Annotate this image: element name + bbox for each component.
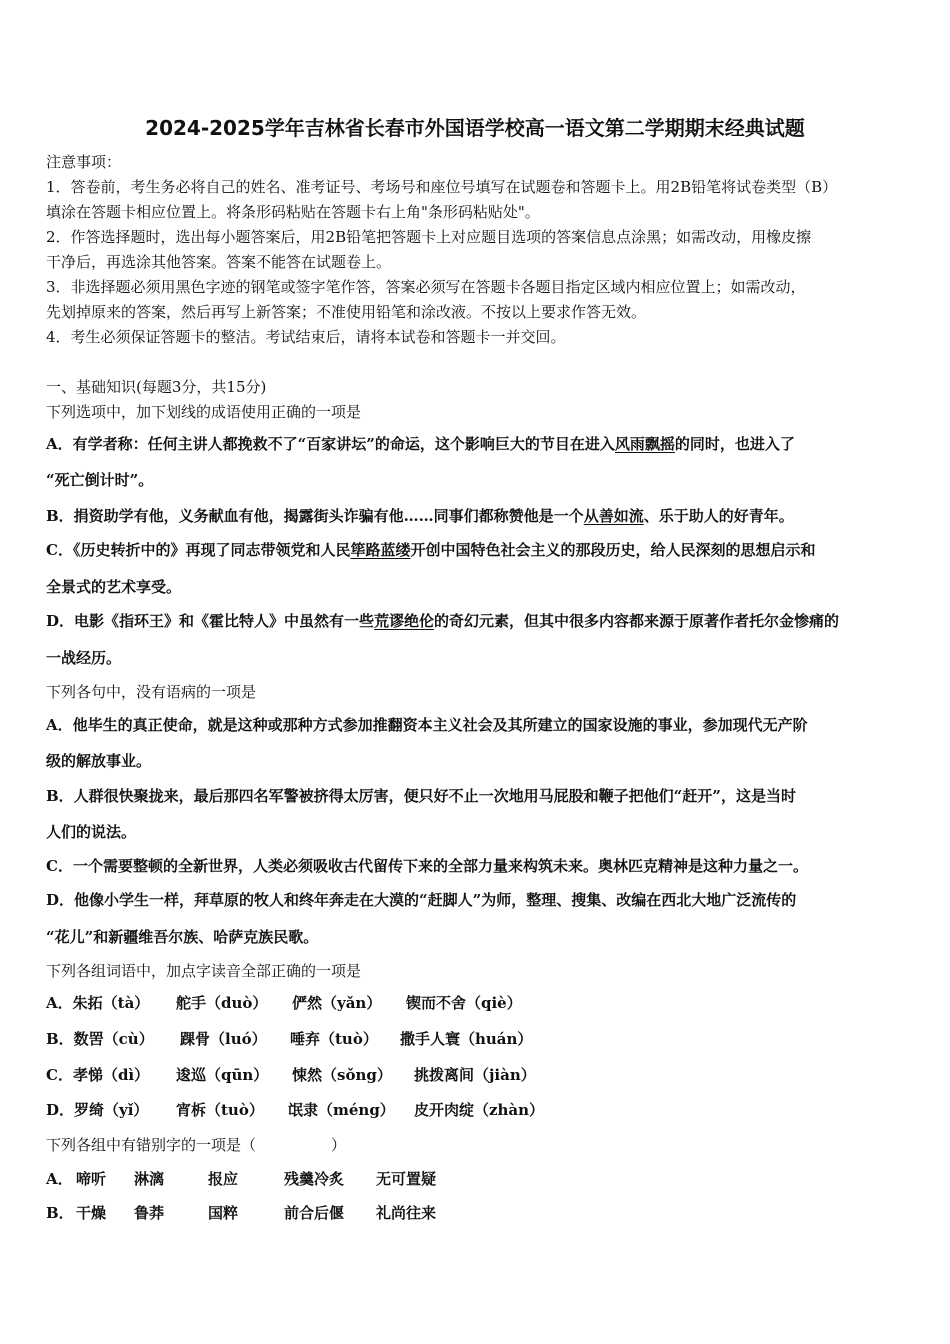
q3-b-4: 撒手人寰（huán） bbox=[400, 1030, 533, 1048]
q1-option-a-cont: “死亡倒计时”。 bbox=[46, 471, 154, 489]
q1-c-underlined: 筚路蓝缕 bbox=[350, 541, 411, 559]
notice-line-4: 干净后，再选涂其他答案。答案不能答在试题卷上。 bbox=[46, 253, 392, 271]
q4-b-3: 国粹 bbox=[208, 1204, 239, 1222]
notice-line-2: 填涂在答题卡相应位置上。将条形码粘贴在答题卡右上角"条形码粘贴处"。 bbox=[46, 203, 540, 221]
q3-b-2: 踝骨（luó） bbox=[180, 1030, 267, 1048]
notice-line-5: 3．非选择题必须用黑色字迹的钢笔或签字笔作答，答案必须写在答题卡各题目指定区域内相应位置上；如需改动， bbox=[46, 278, 806, 296]
q3-c-1: C．孝悌（dì） bbox=[46, 1066, 150, 1084]
q4-a-1: 啼听 bbox=[76, 1170, 107, 1188]
notice-line-1: 1．答卷前，考生务必将自己的姓名、准考证号、考场号和座位号填写在试题卷和答题卡上。用2B铅笔将试卷类型（B） bbox=[46, 178, 838, 196]
q3-a-1: A．朱拓（tà） bbox=[46, 994, 150, 1012]
q4-a-5: 无可置疑 bbox=[376, 1170, 437, 1188]
q1-c-text-end: 开创中国特色社会主义的那段历史，给人民深刻的思想启示和 bbox=[410, 541, 816, 559]
q3-stem: 下列各组词语中，加点字读音全部正确的一项是 bbox=[46, 962, 362, 980]
q2-option-d-cont: “花儿”和新疆维吾尔族、哈萨克族民歌。 bbox=[46, 928, 319, 946]
q4-b-2: 鲁莽 bbox=[134, 1204, 165, 1222]
notice-heading: 注意事项： bbox=[46, 153, 122, 171]
q2-option-b-cont: 人们的说法。 bbox=[46, 823, 137, 841]
q1-d-text: D．电影《指环王》和《霍比特人》中虽然有一些 bbox=[46, 612, 375, 630]
q4-a-2: 淋漓 bbox=[134, 1170, 165, 1188]
q4-a-label: A． bbox=[46, 1170, 73, 1188]
q4-stem: 下列各组中有错别字的一项是（ ） bbox=[46, 1136, 347, 1154]
notice-line-3: 2．作答选择题时，选出每小题答案后，用2B铅笔把答题卡上对应题目选项的答案信息点涂黑；如需改动，用橡皮擦 bbox=[46, 228, 812, 246]
q1-option-c-cont: 全景式的艺术享受。 bbox=[46, 578, 182, 596]
q1-option-b bbox=[46, 506, 916, 526]
section-heading: 一、基础知识(每题3分，共15分) bbox=[46, 378, 267, 396]
page-title: 2024-2025学年吉林省长春市外国语学校高一语文第二学期期末经典试题 bbox=[145, 116, 805, 140]
q1-a-text-end: 的同时，也进入了 bbox=[674, 435, 795, 453]
q1-a-underlined: 风雨飘摇 bbox=[614, 435, 675, 453]
q2-option-b: B．人群很快聚拢来，最后那四名军警被挤得太厉害，便只好不止一次地用马屁股和鞭子把他们“赶开”，这是当时 bbox=[46, 787, 796, 805]
q2-stem: 下列各句中，没有语病的一项是 bbox=[46, 683, 257, 701]
q3-b-1: B．数罟（cù） bbox=[46, 1030, 154, 1048]
q3-a-2: 舵手（duò） bbox=[176, 994, 268, 1012]
q1-b-underlined: 从善如流 bbox=[583, 507, 644, 525]
q2-option-a: A．他毕生的真正使命，就是这种或那种方式参加推翻资本主义社会及其所建立的国家设施的事业，参加现代无产阶 bbox=[46, 716, 808, 734]
q3-d-4: 皮开肉绽（zhàn） bbox=[414, 1101, 545, 1119]
q1-stem: 下列选项中，加下划线的成语使用正确的一项是 bbox=[46, 403, 362, 421]
q3-d-2: 宵柝（tuò） bbox=[176, 1101, 264, 1119]
q2-option-a-cont: 级的解放事业。 bbox=[46, 752, 152, 770]
q1-d-text-end: 的奇幻元素，但其中很多内容都来源于原著作者托尔金惨痛的 bbox=[434, 612, 840, 630]
q2-option-c: C．一个需要整顿的全新世界，人类必须吸收古代留传下来的全部力量来构筑未来。奥林匹克精神是这种力量之一。 bbox=[46, 857, 808, 875]
q3-c-3: 悚然（sǒng） bbox=[292, 1066, 392, 1084]
q1-d-underlined: 荒谬绝伦 bbox=[374, 612, 435, 630]
q4-a-3: 报应 bbox=[208, 1170, 239, 1188]
q3-c-4: 挑拨离间（jiàn） bbox=[414, 1066, 536, 1084]
q1-option-d-cont: 一战经历。 bbox=[46, 649, 122, 667]
q4-b-5: 礼尚往来 bbox=[376, 1204, 437, 1222]
q4-b-1: 干燥 bbox=[76, 1204, 107, 1222]
notice-line-6: 先划掉原来的答案，然后再写上新答案；不准使用铅笔和涂改液。不按以上要求作答无效。 bbox=[46, 303, 647, 321]
q2-option-d: D．他像小学生一样，拜草原的牧人和终年奔走在大漠的“赶脚人”为师，整理、搜集、改编在西北大地广泛流传的 bbox=[46, 891, 797, 909]
q3-d-1: D．罗绮（yǐ） bbox=[46, 1101, 149, 1119]
q3-d-3: 氓隶（méng） bbox=[288, 1101, 395, 1119]
q4-b-label: B． bbox=[46, 1204, 74, 1222]
q3-a-4: 锲而不舍（qiè） bbox=[406, 994, 522, 1012]
q4-a-4: 残羹冷炙 bbox=[284, 1170, 345, 1188]
q1-option-c bbox=[46, 540, 916, 560]
q1-option-a bbox=[46, 434, 916, 454]
q1-c-text: C．《历史转折中的》再现了同志带领党和人民 bbox=[46, 541, 351, 559]
q1-b-text-end: 、乐于助人的好青年。 bbox=[643, 507, 794, 525]
q1-b-text: B．捐资助学有他，义务献血有他，揭露街头诈骗有他……同事们都称赞他是一个 bbox=[46, 507, 584, 525]
q1-option-d bbox=[46, 611, 916, 631]
q1-a-text: A．有学者称：任何主讲人都挽救不了“百家讲坛”的命运，这个影响巨大的节目在进入 bbox=[46, 435, 615, 453]
q3-b-3: 唾弃（tuò） bbox=[290, 1030, 378, 1048]
q3-a-3: 俨然（yǎn） bbox=[292, 994, 382, 1012]
notice-line-7: 4．考生必须保证答题卡的整洁。考试结束后，请将本试卷和答题卡一并交回。 bbox=[46, 328, 566, 346]
q3-c-2: 逡巡（qūn） bbox=[176, 1066, 269, 1084]
q4-b-4: 前合后偃 bbox=[284, 1204, 345, 1222]
